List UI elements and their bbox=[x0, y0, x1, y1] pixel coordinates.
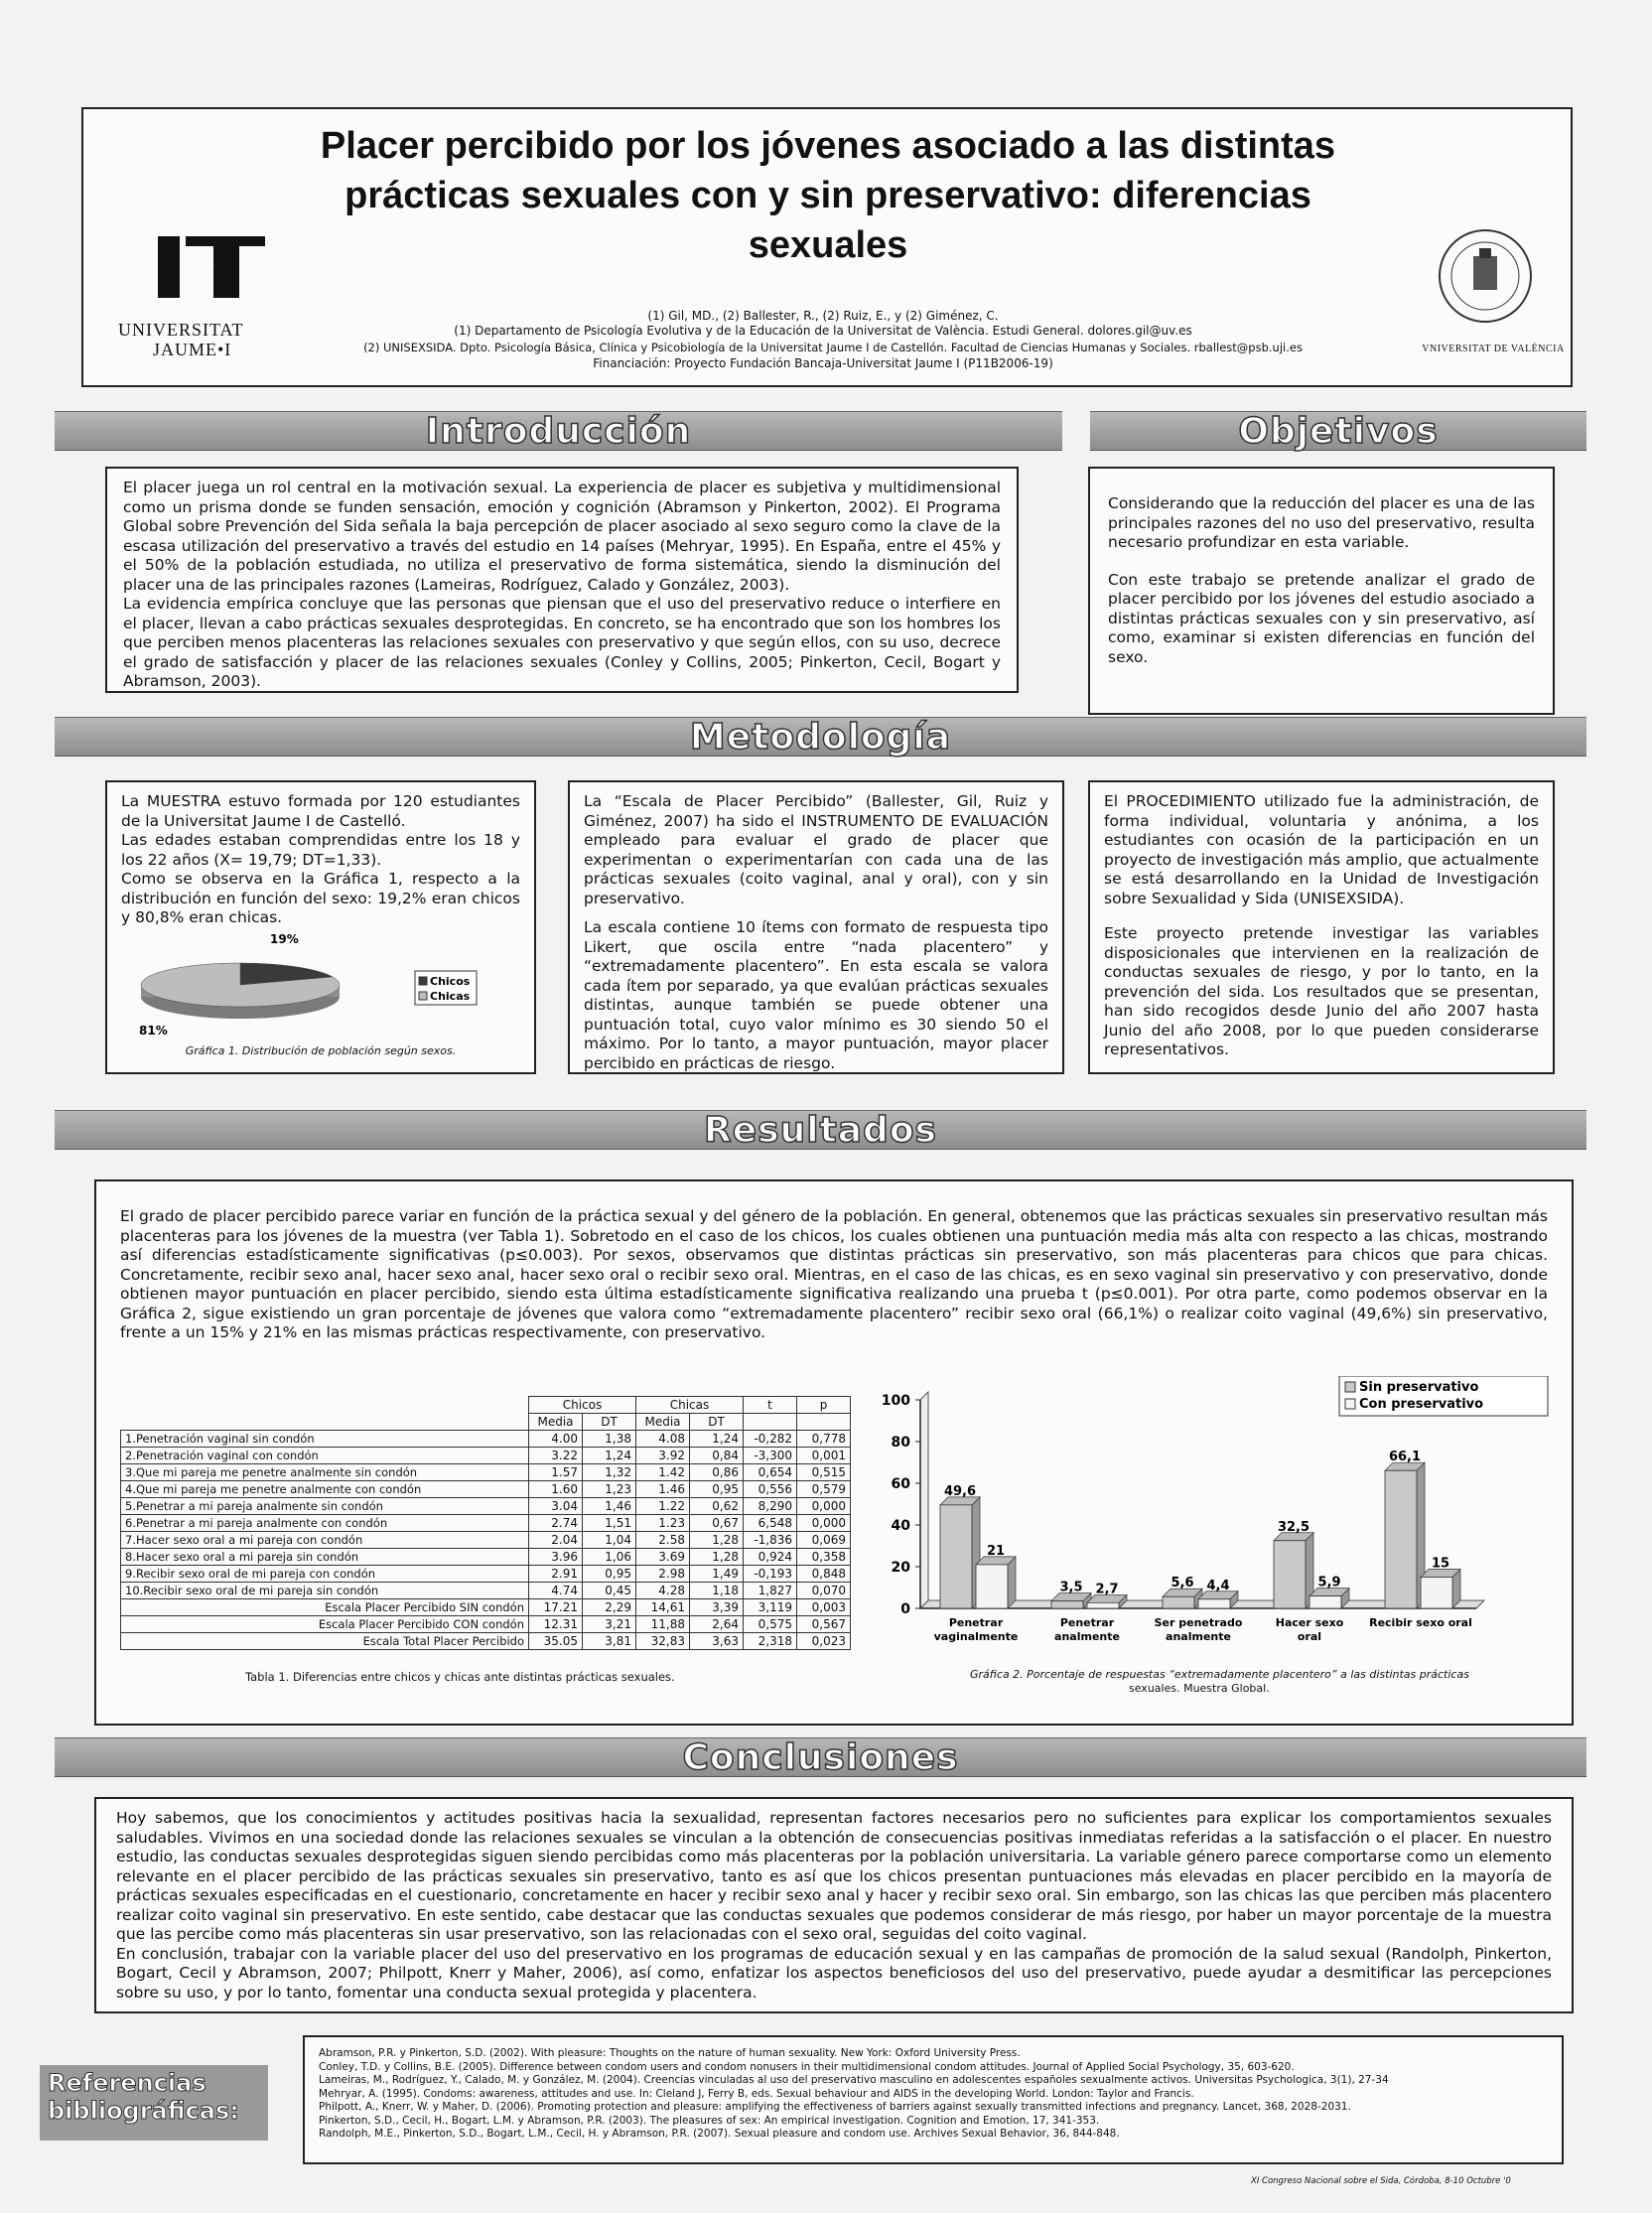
table-cell: 32,83 bbox=[636, 1633, 690, 1650]
table-cell: 1,46 bbox=[583, 1498, 636, 1515]
table-cell: 0,515 bbox=[797, 1464, 851, 1481]
table-cell: 1.22 bbox=[636, 1498, 690, 1515]
table-cell: 0,069 bbox=[797, 1532, 851, 1549]
university-valencia-logo bbox=[1414, 226, 1563, 375]
table-cell: 0,023 bbox=[797, 1633, 851, 1650]
bar-data-label: 15 bbox=[1431, 1556, 1450, 1572]
pie-label-chicos: 19% bbox=[270, 932, 299, 946]
table-cell: 0,45 bbox=[583, 1583, 636, 1599]
table-cell: 0,000 bbox=[797, 1498, 851, 1515]
table-cell: 4.08 bbox=[636, 1431, 690, 1448]
pie-legend-label: Chicas bbox=[430, 990, 471, 1003]
x-tick-label: Hacer sexo bbox=[1275, 1616, 1344, 1629]
bar-data-label: 3,5 bbox=[1059, 1580, 1083, 1595]
conclusiones-box bbox=[94, 1797, 1574, 2013]
table-cell: 1,18 bbox=[690, 1583, 744, 1599]
table-cell: 0,567 bbox=[797, 1616, 851, 1633]
bar bbox=[1051, 1601, 1083, 1608]
logo-left-line1: UNIVERSITAT bbox=[118, 320, 244, 340]
banner-metodologia bbox=[55, 717, 1586, 757]
table-cell: 1.23 bbox=[636, 1515, 690, 1532]
bar-chart-extreme-pleasure bbox=[871, 1376, 1556, 1664]
x-tick-label-line2: analmente bbox=[1054, 1630, 1120, 1643]
table-cell: 1.60 bbox=[529, 1481, 583, 1498]
table-cell: Chicos bbox=[529, 1397, 636, 1414]
title-line-1: Placer percibido por los jóvenes asociado a las distintas bbox=[320, 125, 1336, 167]
table-cell: 3.69 bbox=[636, 1549, 690, 1566]
resultados-box bbox=[94, 1179, 1574, 1726]
ref-1: Abramson, P.R. y Pinkerton, S.D. (2002). With pleasure: Thoughts on the nature of human sexuality. New York: Oxford University Press. bbox=[319, 2047, 1021, 2059]
table-cell: 0,84 bbox=[690, 1448, 744, 1464]
bar-side bbox=[1008, 1557, 1016, 1608]
conclusiones-paragraph-1: Hoy sabemos, que los conocimientos y actitudes positivas hacia la sexualidad, representan factores necesarios pero no suficientes para explicar los comportamientos sexuales saludables. Vivimos en una sociedad donde las relaciones sexuales se vinculan a la obtención de consecuencias positivas inmediatas referidas a la satisfacción o el placer. En nuestro estudio, las conductas sexuales desprotegidas siguen siendo percibidas como más placenteras por la población universitaria. La variable género parece comportarse como un elemento relevante en el placer percibido de las prácticas sexuales sin preservativo, tanto es así que los chicos presentan puntuaciones más elevadas en placer percibido en la mayoría de prácticas sexuales especificadas en el cuestionario, concretamente en hacer y recibir sexo anal y hacer y recibir sexo oral. Sin embargo, son las chicas las que perciben más placentero realizar coito vaginal sin preservativo. En este sentido, cabe destacar que las conductas sexuales que podemos considerar de más riesgo, por haber un mayor porcentaje de la muestra que las percibe como más placenteras sin usar preservativo, son las relacionadas con el sexo oral, seguidas del coito vaginal. bbox=[116, 1809, 1552, 1943]
bar bbox=[1385, 1470, 1417, 1608]
table-cell: 0,924 bbox=[744, 1549, 797, 1566]
table-cell: -1,836 bbox=[744, 1532, 797, 1549]
footer-note: XI Congreso Nacional sobre el Sida, Córdoba, 8-10 Octubre '0 bbox=[1251, 2176, 1511, 2186]
metodo-col3-p2: Este proyecto pretende investigar las variables disposicionales que intervienen en la realización de conductas sexuales de riesgo, y por lo tanto, en la prevención del sida. Los resultados que se presentan, han sido recogidos desde Junio del año 2007 hasta Junio del año 2008, por lo que pueden considerarse representativos. bbox=[1104, 924, 1539, 1058]
x-tick-label: Recibir sexo oral bbox=[1369, 1616, 1472, 1629]
x-tick-label: Ser penetrado bbox=[1154, 1616, 1243, 1629]
bar-legend-swatch bbox=[1345, 1399, 1355, 1409]
resultados-paragraph: El grado de placer percibido parece variar en función de la práctica sexual y del género de la población. En general, obtenemos que las prácticas sexuales sin preservativo resultan más placenteras para los jóvenes de la muestra (ver Tabla 1). Sobretodo en el caso de los chicos, los cuales obtienen una puntuación media más alta con respecto a las chicas, mostrando así diferencias estadísticamente significativas (p≤0.003). Por sexos, observamos que distintas prácticas sin preservativo, son más placenteras para chicos que para chicas. Concretamente, recibir sexo anal, hacer sexo anal, hacer sexo oral o recibir sexo oral. Mientras, en el caso de las chicas, es en sexo vaginal sin preservativo y con preservativo, donde obtienen mayor puntuación en placer percibido, siendo esta última estadísticamente significativa realizando una prueba t (p≤0.001). Por otra parte, como podemos observar en la Gráfica 2, sigue existiendo un gran porcentaje de jóvenes que valora como “extremadamente placentero” recibir sexo oral (66,1%) o realizar coito vaginal (49,6%) sin preservativo, frente a un 15% y 21% en las mismas prácticas respectivamente, con preservativo. bbox=[120, 1207, 1548, 1341]
table-cell: 4.74 bbox=[529, 1583, 583, 1599]
table-cell bbox=[744, 1414, 797, 1431]
table-cell: -0,193 bbox=[744, 1566, 797, 1583]
table-cell: 1.57 bbox=[529, 1464, 583, 1481]
table-cell: -3,300 bbox=[744, 1448, 797, 1464]
table-cell: 1.42 bbox=[636, 1464, 690, 1481]
table-cell: Chicas bbox=[636, 1397, 744, 1414]
affiliation-2: (2) UNISEXSIDA. Dpto. Psicología Básica, Clínica y Psicobiología de la Universitat Jaume I de Castellón. Facultad de Ciencias Humanas y Sociales. rballest@psb.uji.es bbox=[363, 341, 1303, 354]
table-cell: 3.04 bbox=[529, 1498, 583, 1515]
bar-data-label: 2,7 bbox=[1095, 1582, 1119, 1597]
banner-introduccion bbox=[55, 411, 1062, 451]
pie-legend-swatch bbox=[419, 992, 427, 1000]
intro-paragraph-1: El placer juega un rol central en la motivación sexual. La experiencia de placer es subjetiva y multidimensional como un prisma donde se funden sensación, emoción y cognición (Abramson y Pinkerton, 2002). El Programa Global sobre Prevención del Sida señala la baja percepción de placer asociado al sexo seguro como la clave de la escasa utilización del preservativo a través del estudio en 14 países (Mehryar, 1995). En España, entre el 45% y el 50% de la población estudiada, no utiliza el preservativo de forma sistemática, siendo la disminución del placer una de las principales razones (Lameiras, Rodríguez, Calado y González, 2003). bbox=[123, 479, 1001, 594]
title-line-2: prácticas sexuales con y sin preservativo: diferencias bbox=[344, 175, 1311, 216]
table-cell: 8,290 bbox=[744, 1498, 797, 1515]
referencias-label-line2: bibliográficas: bbox=[48, 2097, 239, 2125]
bar bbox=[940, 1505, 972, 1608]
table-row bbox=[121, 1481, 851, 1498]
table-cell: 1.46 bbox=[636, 1481, 690, 1498]
bar bbox=[1087, 1602, 1119, 1608]
table-cell: 2.74 bbox=[529, 1515, 583, 1532]
results-table bbox=[120, 1396, 851, 1650]
pie-chart-gender bbox=[121, 929, 518, 1038]
metodo-col2-p1: La “Escala de Placer Percibido” (Ballester, Gil, Ruiz y Giménez, 2007) ha sido el INSTRUMENTO DE EVALUACIÓN empleado para evaluar el grado de placer que experimentan o experimentarían con cada una de las prácticas sexuales (coito vaginal, anal y oral), con y sin preservativo. bbox=[584, 792, 1048, 907]
table-total-row bbox=[121, 1616, 851, 1633]
table-cell: 0,001 bbox=[797, 1448, 851, 1464]
ref-3: Lameiras, M., Rodríguez, Y., Calado, M. y González, M. (2004). Creencias vinculadas al uso del preservativo masculino en adolescentes españoles sexualmente activos. Universitas Psychologica, 3(1), 27-34 bbox=[319, 2074, 1389, 2086]
intro-box bbox=[105, 467, 1019, 693]
table-cell: Escala Placer Percibido CON condón bbox=[121, 1616, 529, 1633]
conclusiones-paragraph-2: En conclusión, trabajar con la variable placer del uso del preservativo en los programas de educación sexual y en las campañas de promoción de la salud sexual (Randolph, Pinkerton, Bogart, Cecil y Abramson, 2007; Philpott, Knerr y Maher, 2006), así como, enfatizar los aspectos beneficiosos del uso del preservativo, puede ayudar a desmitificar las percepciones sobre su uso, y por lo tanto, fomentar una conducta sexual protegida y placentera. bbox=[116, 1944, 1552, 2002]
bar-chart-caption-2: sexuales. Muestra Global. bbox=[1129, 1682, 1270, 1695]
table-cell: 2,318 bbox=[744, 1633, 797, 1650]
table-cell: 6.Penetrar a mi pareja analmente con condón bbox=[121, 1515, 529, 1532]
table-cell: 2.Penetración vaginal con condón bbox=[121, 1448, 529, 1464]
table-cell: 4.00 bbox=[529, 1431, 583, 1448]
table-cell: 14,61 bbox=[636, 1599, 690, 1616]
table-cell: 3.Que mi pareja me penetre analmente sin condón bbox=[121, 1464, 529, 1481]
table-cell: 5.Penetrar a mi pareja analmente sin condón bbox=[121, 1498, 529, 1515]
table-row bbox=[121, 1464, 851, 1481]
bar-data-label: 49,6 bbox=[943, 1483, 977, 1499]
bar-data-label: 66,1 bbox=[1388, 1450, 1422, 1465]
bar-data-label: 5,9 bbox=[1317, 1575, 1341, 1591]
table-cell: 0,67 bbox=[690, 1515, 744, 1532]
metodo-col1-p3: Como se observa en la Gráfica 1, respecto a la distribución en función del sexo: 19,2% eran chicos y 80,8% eran chicas. bbox=[121, 870, 520, 926]
table-cell: 0,654 bbox=[744, 1464, 797, 1481]
table-cell bbox=[121, 1414, 529, 1431]
table-cell: 1,827 bbox=[744, 1583, 797, 1599]
table-cell: -0,282 bbox=[744, 1431, 797, 1448]
metodo-col1-box bbox=[105, 780, 536, 1074]
table-cell bbox=[121, 1397, 529, 1414]
table-cell: 1,32 bbox=[583, 1464, 636, 1481]
table-caption: Tabla 1. Diferencias entre chicos y chicas ante distintas prácticas sexuales. bbox=[245, 1670, 675, 1684]
table-cell: 0,778 bbox=[797, 1431, 851, 1448]
heading-objetivos: Objetivos bbox=[1238, 411, 1439, 452]
table-cell: 12.31 bbox=[529, 1616, 583, 1633]
table-cell: Escala Placer Percibido SIN condón bbox=[121, 1599, 529, 1616]
table-cell: 0,848 bbox=[797, 1566, 851, 1583]
x-tick-label: Penetrar bbox=[948, 1616, 1004, 1629]
heading-resultados: Resultados bbox=[704, 1110, 937, 1151]
authors: (1) Gil, MD., (2) Ballester, R., (2) Ruiz, E., y (2) Giménez, C. bbox=[647, 309, 999, 323]
table-cell: 0,86 bbox=[690, 1464, 744, 1481]
bar-data-label: 32,5 bbox=[1277, 1519, 1310, 1535]
bar bbox=[1163, 1596, 1194, 1608]
objetivos-box bbox=[1088, 467, 1555, 715]
table-cell: p bbox=[797, 1397, 851, 1414]
banner-conclusiones bbox=[55, 1737, 1586, 1777]
table-cell: 0,070 bbox=[797, 1583, 851, 1599]
bar bbox=[1198, 1599, 1230, 1608]
bar-data-label: 21 bbox=[986, 1543, 1006, 1559]
metodo-col2-p2: La escala contiene 10 ítems con formato de respuesta tipo Likert, que oscila entre “nada placentero” y “extremadamente placentero”. En esta escala se valora cada ítem por separado, ya que evalúan prácticas sexuales distintas, aunque también se puede obtener una puntuación total, cuyo valor mínimo es 30 siendo 50 el máximo. Por lo tanto, a mayor puntuación, mayor placer percibido en prácticas de riesgo. bbox=[584, 918, 1048, 1072]
affiliation-1: (1) Departamento de Psicología Evolutiva y de la Educación de la Universitat de València. Estudi General. dolores.gil@uv.es bbox=[454, 324, 1192, 338]
table-cell: 1,28 bbox=[690, 1549, 744, 1566]
poster-title bbox=[242, 121, 1414, 270]
table-row bbox=[121, 1549, 851, 1566]
metodo-col1-p2: Las edades estaban comprendidas entre los 18 y los 22 años (X= 19,79; DT=1,33). bbox=[121, 831, 520, 869]
bar bbox=[1274, 1541, 1306, 1608]
metodo-col1-p1: La MUESTRA estuvo formada por 120 estudiantes de la Universitat Jaume I de Castelló. bbox=[121, 792, 520, 830]
table-cell: 0,556 bbox=[744, 1481, 797, 1498]
table-cell: 4.28 bbox=[636, 1583, 690, 1599]
table-cell: 8.Hacer sexo oral a mi pareja sin condón bbox=[121, 1549, 529, 1566]
table-cell: 17.21 bbox=[529, 1599, 583, 1616]
banner-objetivos bbox=[1090, 411, 1586, 451]
ref-5: Philpott, A., Knerr, W. y Maher, D. (2006). Promoting protection and pleasure: amplifying the effectiveness of barriers against sexually transmitted infections and pregnancy. Lancet, 368, 2028-2031. bbox=[319, 2101, 1351, 2113]
logo-right-text: VNIVERSITAT DE VALÈNCIA bbox=[1422, 344, 1565, 354]
bar-chart-caption-1: Gráfica 2. Porcentaje de respuestas “extremadamente placentero” a las distintas prácticas bbox=[970, 1668, 1469, 1681]
table-subheader-row bbox=[121, 1414, 851, 1431]
objetivos-paragraph-1: Considerando que la reducción del placer es una de las principales razones del no uso del preservativo, resulta necesario profundizar en esta variable. bbox=[1108, 494, 1535, 551]
table-total-row bbox=[121, 1599, 851, 1616]
table-cell: 0,000 bbox=[797, 1515, 851, 1532]
y-tick-label: 20 bbox=[891, 1560, 910, 1576]
intro-paragraph-2: La evidencia empírica concluye que las personas que piensan que el uso del preservativo reduce o interfiere en el placer, llevan a cabo prácticas sexuales desprotegidas. En concreto, se ha encontrado que son los hombres los que perciben menos placenteras las relaciones sexuales con preservativo y que según ellos, con su uso, decrece el grado de satisfacción y placer de las relaciones sexuales (Conley y Collins, 2005; Pinkerton, Cecil, Bogart y Abramson, 2003). bbox=[123, 595, 1001, 690]
bar-chart-side-wall bbox=[920, 1392, 928, 1608]
heading-metodologia: Metodología bbox=[689, 717, 952, 758]
y-tick-label: 40 bbox=[891, 1518, 910, 1534]
table-cell: DT bbox=[690, 1414, 744, 1431]
table-cell: 2.58 bbox=[636, 1532, 690, 1549]
x-tick-label-line2: analmente bbox=[1166, 1630, 1231, 1643]
table-cell: 7.Hacer sexo oral a mi pareja con condón bbox=[121, 1532, 529, 1549]
table-cell: 0,62 bbox=[690, 1498, 744, 1515]
table-cell: 1,04 bbox=[583, 1532, 636, 1549]
table-row bbox=[121, 1583, 851, 1599]
metodo-col3-box bbox=[1088, 780, 1555, 1074]
table-cell: 3,21 bbox=[583, 1616, 636, 1633]
ref-6: Pinkerton, S.D., Cecil, H., Bogart, L.M. y Abramson, P.R. (2003). The pleasures of sex: An empirical investigation. Cognition and Emotion, 17, 341-353. bbox=[319, 2114, 1100, 2127]
banner-resultados bbox=[55, 1110, 1586, 1150]
bar bbox=[1421, 1578, 1452, 1609]
table-cell: 3,119 bbox=[744, 1599, 797, 1616]
y-tick-label: 60 bbox=[891, 1476, 910, 1492]
table-cell: 2.04 bbox=[529, 1532, 583, 1549]
table-row bbox=[121, 1532, 851, 1549]
table-row bbox=[121, 1515, 851, 1532]
heading-introduccion: Introducción bbox=[425, 411, 692, 452]
metodo-col2-box bbox=[568, 780, 1064, 1074]
table-row bbox=[121, 1431, 851, 1448]
title-line-3: sexuales bbox=[748, 224, 908, 266]
table-cell: 2,29 bbox=[583, 1599, 636, 1616]
x-tick-label: Penetrar bbox=[1059, 1616, 1115, 1629]
ref-2: Conley, T.D. y Collins, B.E. (2005). Difference between condom users and condom nonusers in their multidimensional condom attitudes. Journal of Applied Social Psychology, 35, 603-620. bbox=[319, 2060, 1295, 2073]
referencias-label-line1: Referencias bbox=[48, 2069, 206, 2097]
table-cell: 3,63 bbox=[690, 1633, 744, 1650]
referencias-label bbox=[40, 2065, 268, 2141]
logo-left-line2: JAUME•I bbox=[153, 340, 232, 359]
heading-conclusiones: Conclusiones bbox=[682, 1737, 959, 1778]
funding: Financiación: Proyecto Fundación Bancaja-Universitat Jaume I (P11B2006-19) bbox=[593, 356, 1053, 370]
table-cell: 0,95 bbox=[583, 1566, 636, 1583]
table-cell: 1,38 bbox=[583, 1431, 636, 1448]
results-table-body bbox=[121, 1397, 851, 1650]
metodo-col3-p1: El PROCEDIMIENTO utilizado fue la administración, de forma individual, voluntaria y anónima, a los estudiantes con ocasión de la participación en un proyecto de investigación más amplio, que actualmente se está desarrollando en la Unidad de Investigación sobre Sexualidad y Sida (UNISEXSIDA). bbox=[1104, 792, 1539, 907]
table-cell: 6,548 bbox=[744, 1515, 797, 1532]
table-cell: 2,64 bbox=[690, 1616, 744, 1633]
objetivos-paragraph-2: Con este trabajo se pretende analizar el grado de placer percibido por los jóvenes del estudio asociado a distintas prácticas sexuales con y sin preservativo, así como, examinar si existen diferencias en función del sexo. bbox=[1108, 570, 1535, 666]
table-cell: 0,579 bbox=[797, 1481, 851, 1498]
ref-7: Randolph, M.E., Pinkerton, S.D., Bogart, L.M., Cecil, H. y Abramson, P.R. (2007). Sexual pleasure and condom use. Archives Sexual Behavior, 36, 844-848. bbox=[319, 2128, 1120, 2140]
pie-legend-label: Chicos bbox=[430, 975, 471, 988]
table-cell: 3,81 bbox=[583, 1633, 636, 1650]
table-cell: 1,28 bbox=[690, 1532, 744, 1549]
table-cell: 11,88 bbox=[636, 1616, 690, 1633]
table-cell: Media bbox=[636, 1414, 690, 1431]
table-cell: Media bbox=[529, 1414, 583, 1431]
bar-legend-label: Sin preservativo bbox=[1359, 1380, 1479, 1395]
table-cell: 0,575 bbox=[744, 1616, 797, 1633]
bar-chart-legend bbox=[1339, 1376, 1548, 1416]
bar-data-label: 5,6 bbox=[1170, 1576, 1194, 1591]
y-tick-label: 100 bbox=[881, 1393, 910, 1409]
table-cell: Escala Total Placer Percibido bbox=[121, 1633, 529, 1650]
referencias-box bbox=[303, 2035, 1564, 2164]
table-cell: 1,24 bbox=[690, 1431, 744, 1448]
table-row bbox=[121, 1448, 851, 1464]
pie-label-chicas: 81% bbox=[139, 1024, 168, 1037]
ref-4: Mehryar, A. (1995). Condoms: awareness, attitudes and use. In: Cleland J, Ferry B, eds. Sexual behaviour and AIDS in the developing World. London: Taylor and Francis. bbox=[319, 2087, 1194, 2100]
table-row bbox=[121, 1498, 851, 1515]
bar-data-label: 4,4 bbox=[1206, 1578, 1230, 1593]
table-cell: 35.05 bbox=[529, 1633, 583, 1650]
header-box bbox=[81, 107, 1573, 387]
table-cell: 1,24 bbox=[583, 1448, 636, 1464]
table-cell: 9.Recibir sexo oral de mi pareja con condón bbox=[121, 1566, 529, 1583]
table-cell: DT bbox=[583, 1414, 636, 1431]
table-total-row bbox=[121, 1633, 851, 1650]
table-cell: 3.22 bbox=[529, 1448, 583, 1464]
table-cell: 10.Recibir sexo oral de mi pareja sin condón bbox=[121, 1583, 529, 1599]
table-cell: t bbox=[744, 1397, 797, 1414]
x-tick-label-line2: oral bbox=[1297, 1630, 1322, 1643]
table-header-row bbox=[121, 1397, 851, 1414]
table-cell: 3.96 bbox=[529, 1549, 583, 1566]
table-cell bbox=[797, 1414, 851, 1431]
table-cell: 4.Que mi pareja me penetre analmente con condón bbox=[121, 1481, 529, 1498]
table-cell: 0,358 bbox=[797, 1549, 851, 1566]
bar bbox=[976, 1565, 1008, 1608]
table-cell: 1,23 bbox=[583, 1481, 636, 1498]
table-cell: 0,003 bbox=[797, 1599, 851, 1616]
x-tick-label-line2: vaginalmente bbox=[933, 1630, 1019, 1643]
table-cell: 2.91 bbox=[529, 1566, 583, 1583]
pie-legend bbox=[415, 971, 477, 1005]
y-tick-label: 80 bbox=[891, 1435, 910, 1451]
table-cell: 1,06 bbox=[583, 1549, 636, 1566]
table-cell: 3,39 bbox=[690, 1599, 744, 1616]
bar-legend-label: Con preservativo bbox=[1359, 1397, 1484, 1412]
bar-legend-swatch bbox=[1345, 1382, 1355, 1392]
table-row bbox=[121, 1566, 851, 1583]
table-cell: 3.92 bbox=[636, 1448, 690, 1464]
bar bbox=[1309, 1596, 1341, 1608]
table-cell: 2.98 bbox=[636, 1566, 690, 1583]
table-cell: 1,51 bbox=[583, 1515, 636, 1532]
table-cell: 1.Penetración vaginal sin condón bbox=[121, 1431, 529, 1448]
table-cell: 1,49 bbox=[690, 1566, 744, 1583]
y-tick-label: 0 bbox=[900, 1601, 910, 1617]
table-cell: 0,95 bbox=[690, 1481, 744, 1498]
valencia-seal-icon bbox=[1436, 226, 1535, 326]
pie-chart-caption: Gráfica 1. Distribución de población según sexos. bbox=[185, 1044, 457, 1057]
pie-legend-swatch bbox=[419, 977, 427, 985]
